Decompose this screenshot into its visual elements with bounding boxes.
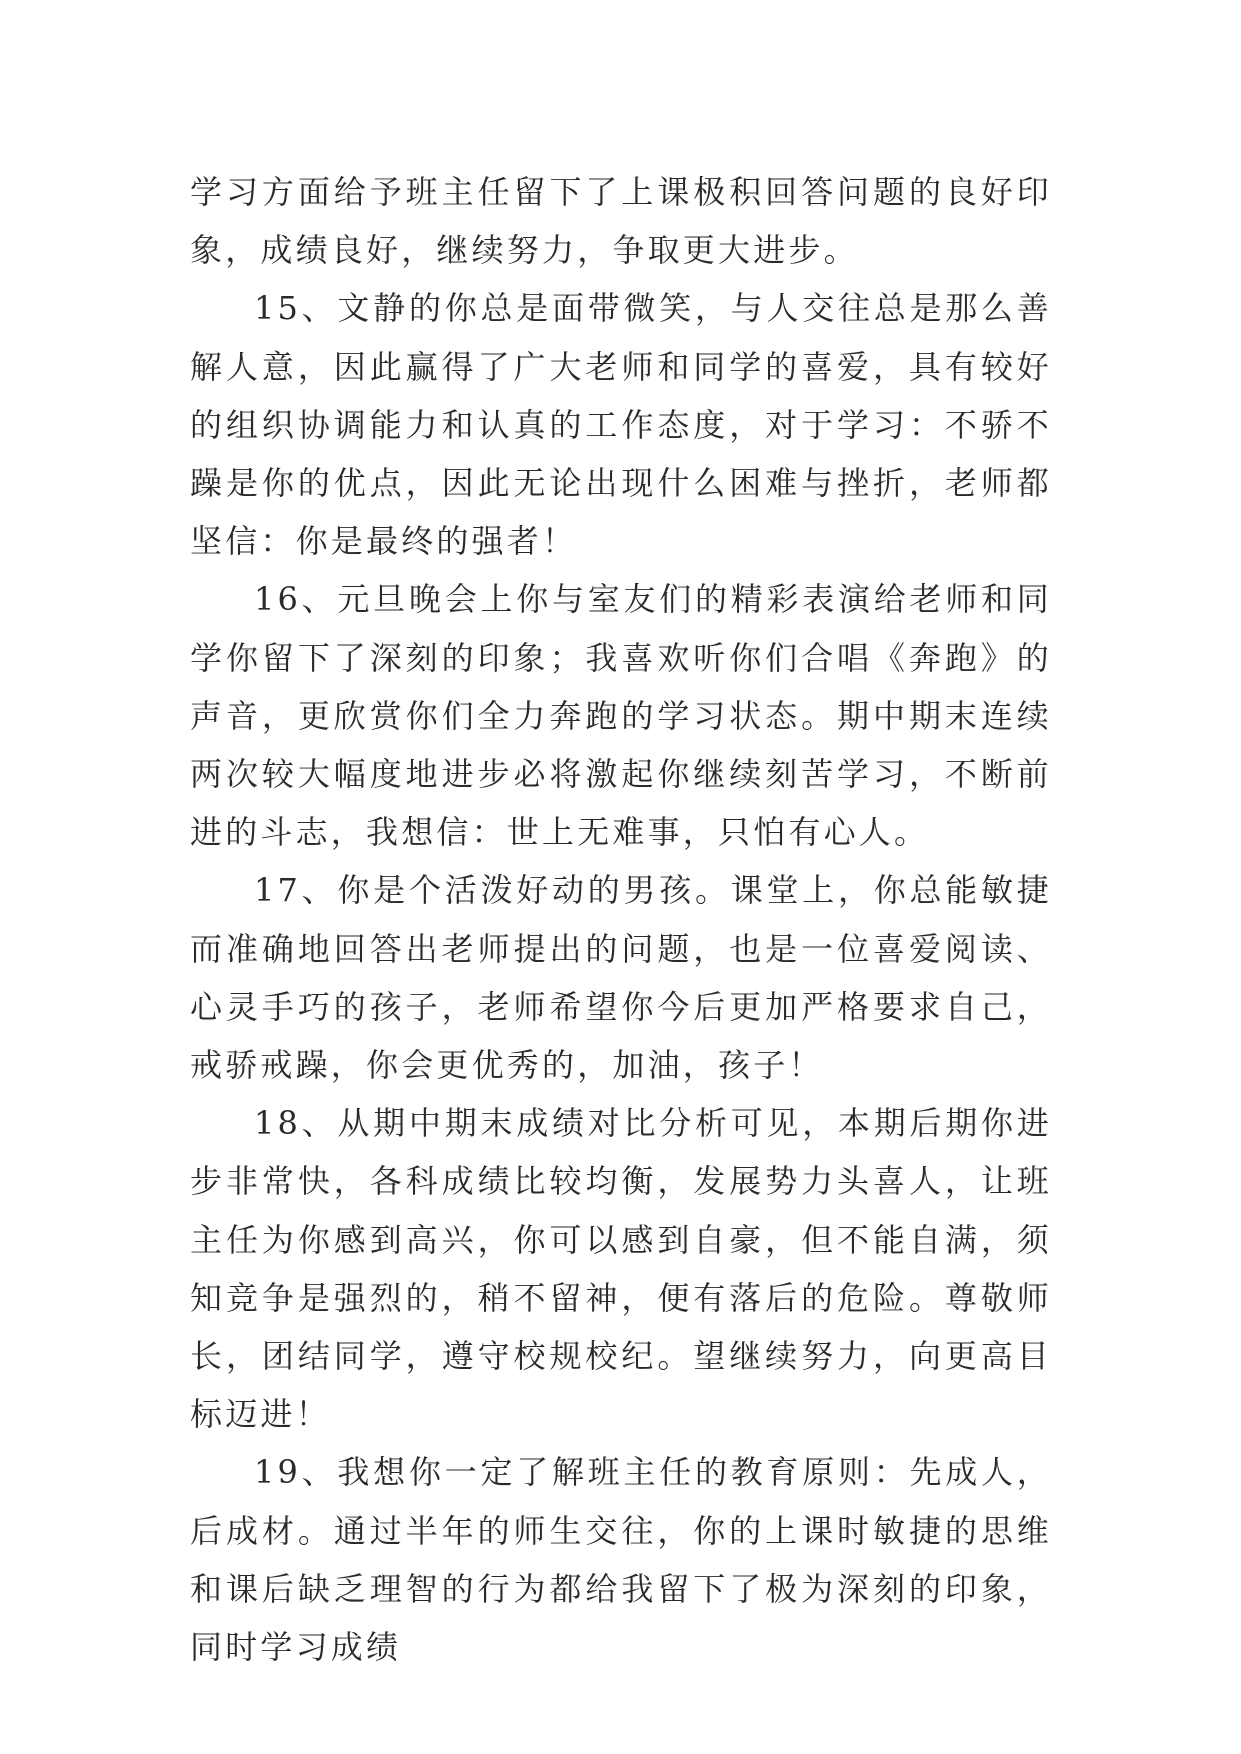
document-body <box>190 163 1052 1676</box>
paragraph-19: 19、我想你一定了解班主任的教育原则：先成人，后成材。通过半年的师生交往，你的上课时敏捷的思维和课后缺乏理智的行为都给我留下了极为深刻的印象，同时学习成绩 <box>190 1453 1052 1667</box>
paragraph-15: 15、文静的你总是面带微笑，与人交往总是那么善解人意，因此赢得了广大老师和同学的喜爱，具有较好的组织协调能力和认真的工作态度，对于学习：不骄不躁是你的优点，因此无论出现什么困难与挫折，老师都坚信：你是最终的强者！ <box>190 289 1052 561</box>
paragraph-17: 17、你是个活泼好动的男孩。课堂上，你总能敏捷而准确地回答出老师提出的问题，也是一位喜爱阅读、心灵手巧的孩子，老师希望你今后更加严格要求自己，戒骄戒躁，你会更优秀的，加油，孩子！ <box>190 871 1052 1085</box>
paragraph-18: 18、从期中期末成绩对比分析可见，本期后期你进步非常快，各科成绩比较均衡，发展势力头喜人，让班主任为你感到高兴，你可以感到自豪，但不能自满，须知竞争是强烈的，稍不留神，便有落后的危险。尊敬师长，团结同学，遵守校规校纪。望继续努力，向更高目标迈进！ <box>190 1104 1052 1434</box>
paragraph-16: 16、元旦晚会上你与室友们的精彩表演给老师和同学你留下了深刻的印象；我喜欢听你们合唱《奔跑》的声音，更欣赏你们全力奔跑的学习状态。期中期末连续两次较大幅度地进步必将激起你继续刻苦学习，不断前进的斗志，我想信：世上无难事，只怕有心人。 <box>190 580 1052 852</box>
paragraph-continuation: 学习方面给予班主任留下了上课极积回答问题的良好印象，成绩良好，继续努力，争取更大进步。 <box>190 173 1052 270</box>
